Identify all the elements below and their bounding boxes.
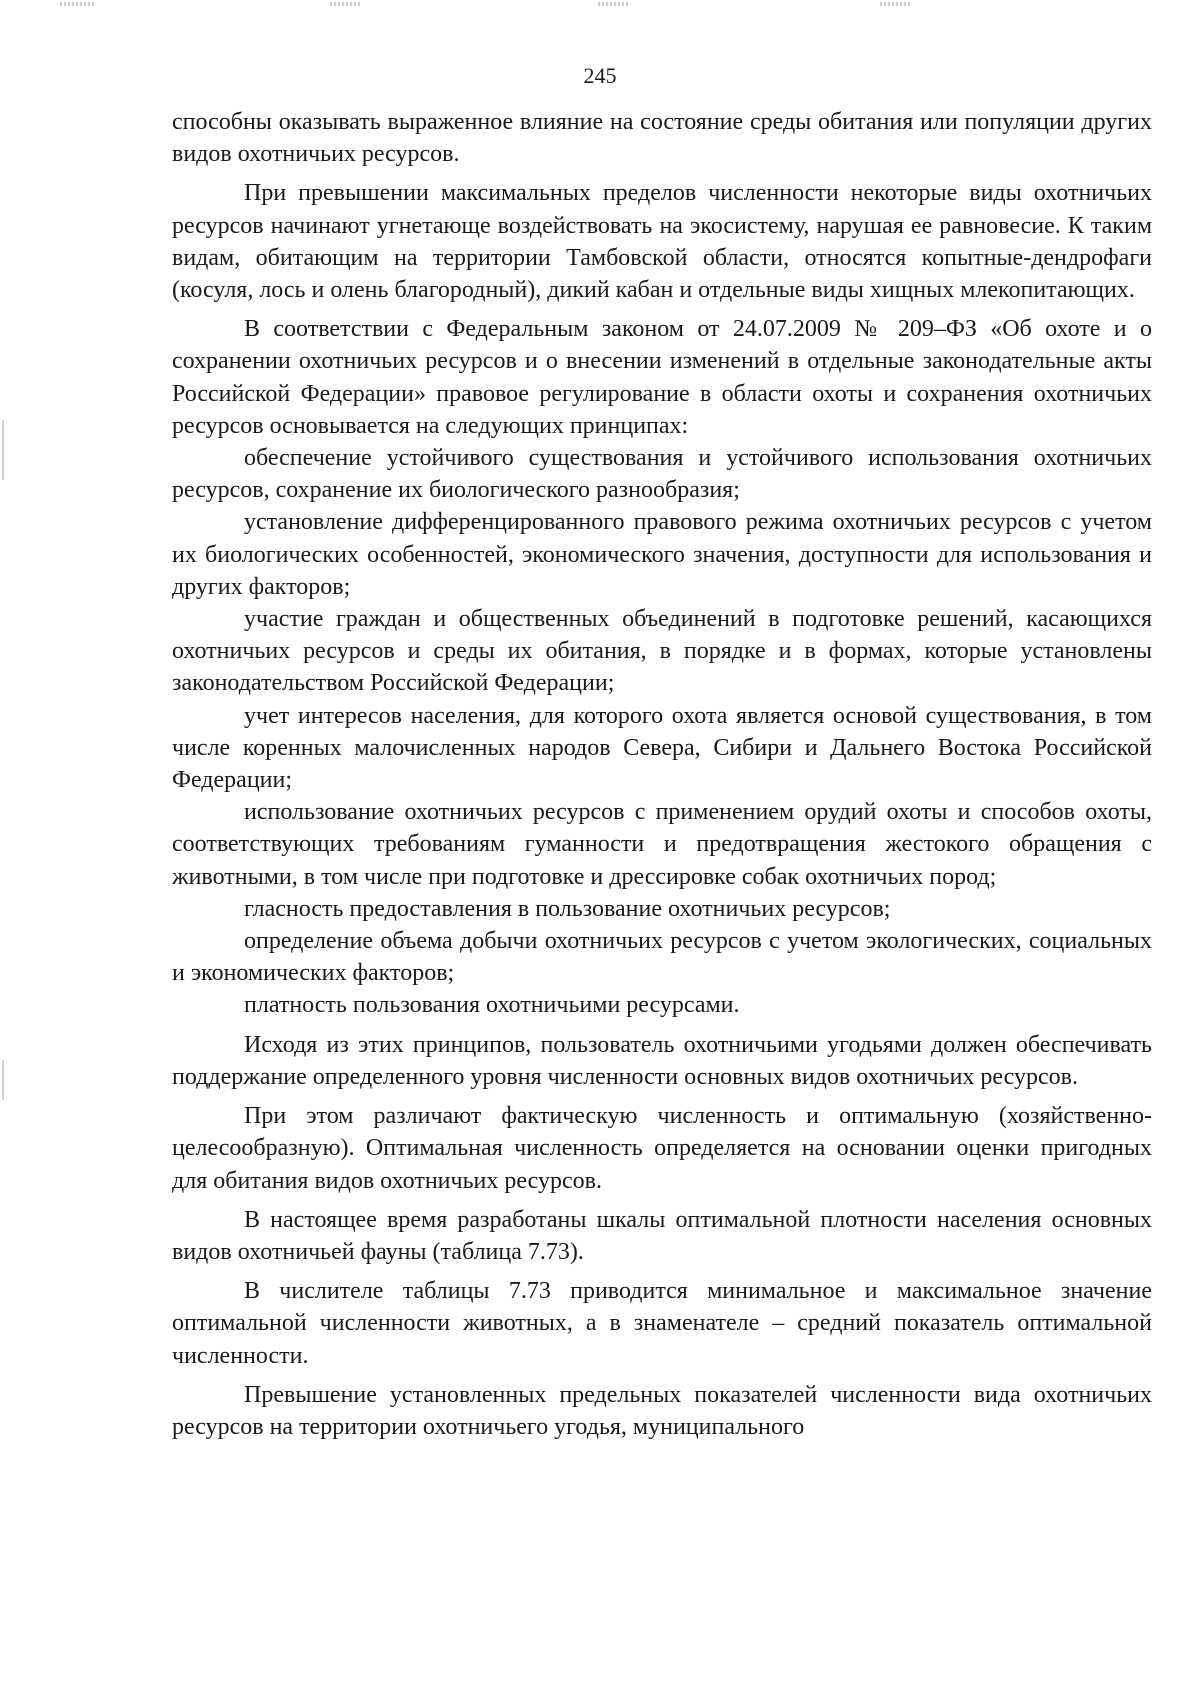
scan-artifact [880, 2, 910, 6]
scan-artifact [2, 1060, 4, 1100]
scan-artifact [60, 2, 94, 6]
body-text [172, 106, 1152, 1443]
paragraph: В числителе таблицы 7.73 приводится минимальное и максимальное значение оптимальной численности животных, а в знаменателе – средний показатель оптимальной численности. [172, 1278, 1152, 1369]
principle-item: участие граждан и общественных объединений в подготовке решений, касающихся охотничьих ресурсов и среды их обитания, в порядке и в формах, которые установлены законодательством Российской Федерации; [172, 606, 1152, 697]
paragraph: Превышение установленных предельных показателей численности вида охотничьих ресурсов на территории охотничьего угодья, муниципального [172, 1381, 1152, 1440]
paragraph: При этом различают фактическую численность и оптимальную (хозяйственно-целесообразную). Оптимальная численность определяется на основании оценки пригодных для обитания видов охотничьих ресурсов. [172, 1103, 1152, 1194]
principle-item: обеспечение устойчивого существования и устойчивого использования охотничьих ресурсов, сохранение их биологического разнообразия; [172, 445, 1152, 504]
principle-item: установление дифференцированного правового режима охотничьих ресурсов с учетом их биологических особенностей, экономического значения, доступности для использования и других факторов; [172, 509, 1152, 600]
principle-item: гласность предоставления в пользование охотничьих ресурсов; [244, 895, 891, 922]
scan-artifact [598, 2, 628, 6]
paragraph: Исходя из этих принципов, пользователь охотничьими угодьями должен обеспечивать поддержание определенного уровня численности основных видов охотничьих ресурсов. [172, 1031, 1152, 1090]
paragraph: В настоящее время разработаны шкалы оптимальной плотности населения основных видов охотничьей фауны (таблица 7.73). [172, 1206, 1152, 1265]
principle-item: использование охотничьих ресурсов с применением орудий охоты и способов охоты, соответствующих требованиям гуманности и предотвращения жестокого обращения с животными, в том числе при подготовке и дрессировке собак охотничьих пород; [172, 799, 1152, 890]
scan-artifact [2, 420, 4, 480]
scan-artifact [330, 2, 360, 6]
principle-item: учет интересов населения, для которого охота является основой существования, в том числе коренных малочисленных народов Севера, Сибири и Дальнего Востока Российской Федерации; [172, 702, 1152, 794]
paragraph: способны оказывать выраженное влияние на состояние среды обитания или популяции других видов охотничьих ресурсов. [172, 109, 1152, 168]
paragraph: В соответствии с Федеральным законом от 24.07.2009 № 209–ФЗ «Об охоте и о сохранении охотничьих ресурсов и о внесении изменений в отдельные законодательные акты Российской Федерации» правовое регулирование в области охоты и сохранения охотничьих ресурсов основывается на следующих принципах: [172, 316, 1152, 439]
page-number: 245 [583, 63, 617, 88]
principle-item: определение объема добычи охотничьих ресурсов с учетом экологических, социальных и экономических факторов; [172, 928, 1152, 987]
paragraph: При превышении максимальных пределов численности некоторые виды охотничьих ресурсов начинают угнетающе воздействовать на экосистему, нарушая ее равновесие. К таким видам, обитающим на территории Тамбовской области, относятся копытные-дендрофаги (косуля, лось и олень благородный), дикий кабан и отдельные виды хищных млекопитающих. [172, 180, 1152, 304]
principle-item: платность пользования охотничьими ресурсами. [244, 992, 740, 1019]
